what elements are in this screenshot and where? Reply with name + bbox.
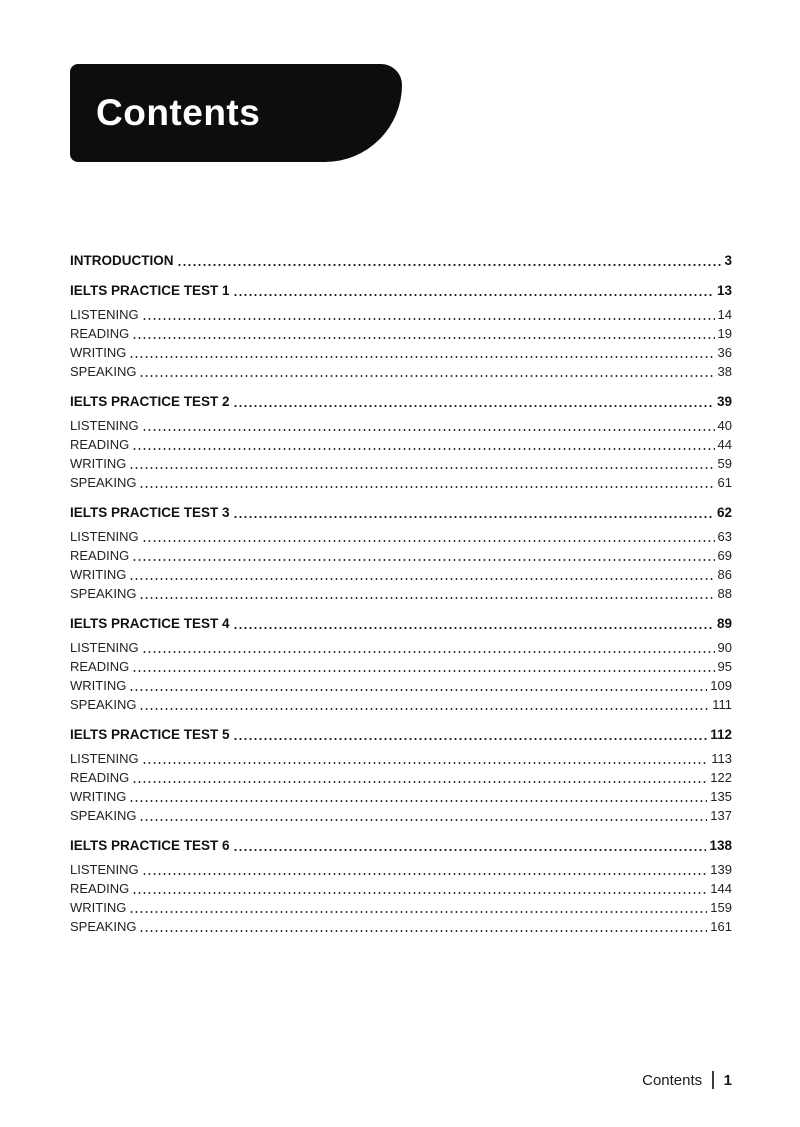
toc bbox=[70, 240, 732, 936]
page-footer bbox=[642, 1071, 732, 1089]
toc-item-page-number: 137 bbox=[710, 808, 732, 823]
toc-section-label: IELTS PRACTICE TEST 1 bbox=[70, 283, 230, 298]
toc-item-row bbox=[70, 305, 732, 324]
toc-section-row bbox=[70, 836, 732, 855]
toc-section-row bbox=[70, 281, 732, 300]
toc-item-row bbox=[70, 362, 732, 381]
dot-leader bbox=[129, 903, 707, 917]
toc-item-page-number: 44 bbox=[717, 437, 732, 452]
toc-item-label: WRITING bbox=[70, 567, 127, 582]
dot-leader bbox=[142, 421, 715, 435]
toc-section-page-number: 3 bbox=[724, 253, 732, 268]
toc-item-label: WRITING bbox=[70, 678, 127, 693]
toc-section-row bbox=[70, 251, 732, 270]
dot-leader bbox=[132, 773, 707, 787]
toc-item-page-number: 86 bbox=[717, 567, 732, 582]
dot-leader bbox=[129, 681, 707, 695]
toc-item-page-number: 161 bbox=[710, 919, 732, 934]
toc-item-row bbox=[70, 806, 732, 825]
toc-item-label: READING bbox=[70, 326, 130, 341]
dot-leader bbox=[233, 619, 714, 633]
toc-item-label: READING bbox=[70, 659, 130, 674]
toc-item-page-number: 69 bbox=[717, 548, 732, 563]
dot-leader bbox=[233, 397, 714, 411]
toc-item-row bbox=[70, 695, 732, 714]
dot-leader bbox=[132, 662, 714, 676]
toc-item-label: READING bbox=[70, 770, 130, 785]
toc-section-page-number: 62 bbox=[716, 505, 732, 520]
dot-leader bbox=[139, 700, 709, 714]
dot-leader bbox=[129, 459, 714, 473]
toc-section-row bbox=[70, 392, 732, 411]
dot-leader bbox=[139, 811, 707, 825]
toc-item-page-number: 144 bbox=[710, 881, 732, 896]
toc-item-label: LISTENING bbox=[70, 862, 139, 877]
toc-item-row bbox=[70, 565, 732, 584]
toc-item-row bbox=[70, 860, 732, 879]
toc-section-label: IELTS PRACTICE TEST 4 bbox=[70, 616, 230, 631]
toc-item-page-number: 95 bbox=[717, 659, 732, 674]
dot-leader bbox=[142, 643, 715, 657]
toc-item-label: LISTENING bbox=[70, 751, 139, 766]
toc-section-row bbox=[70, 725, 732, 744]
toc-item-row bbox=[70, 416, 732, 435]
toc-item-page-number: 61 bbox=[717, 475, 732, 490]
dot-leader bbox=[132, 440, 714, 454]
toc-item-row bbox=[70, 584, 732, 603]
toc-item-label: READING bbox=[70, 548, 130, 563]
toc-section-page-number: 112 bbox=[710, 727, 732, 742]
toc-section-page-number: 13 bbox=[716, 283, 732, 298]
toc-item-page-number: 38 bbox=[717, 364, 732, 379]
dot-leader bbox=[139, 922, 707, 936]
toc-section-page-number: 138 bbox=[709, 838, 732, 853]
dot-leader bbox=[233, 286, 714, 300]
toc-item-label: LISTENING bbox=[70, 529, 139, 544]
dot-leader bbox=[142, 532, 715, 546]
toc-item-label: LISTENING bbox=[70, 640, 139, 655]
toc-item-page-number: 139 bbox=[710, 862, 732, 877]
dot-leader bbox=[142, 310, 715, 324]
toc-item-page-number: 90 bbox=[717, 640, 732, 655]
toc-item-page-number: 113 bbox=[711, 751, 732, 766]
contents-banner bbox=[70, 64, 402, 162]
dot-leader bbox=[139, 367, 714, 381]
toc-item-row bbox=[70, 657, 732, 676]
dot-leader bbox=[142, 754, 709, 768]
dot-leader bbox=[139, 478, 714, 492]
dot-leader bbox=[129, 348, 714, 362]
toc-item-row bbox=[70, 435, 732, 454]
toc-item-page-number: 88 bbox=[717, 586, 732, 601]
toc-item-row bbox=[70, 676, 732, 695]
dot-leader bbox=[132, 329, 714, 343]
toc-item-page-number: 63 bbox=[717, 529, 732, 544]
dot-leader bbox=[177, 256, 722, 270]
dot-leader bbox=[233, 841, 707, 855]
toc-item-row bbox=[70, 898, 732, 917]
toc-section-label: IELTS PRACTICE TEST 2 bbox=[70, 394, 230, 409]
toc-item-row bbox=[70, 527, 732, 546]
toc-section-label: IELTS PRACTICE TEST 5 bbox=[70, 727, 230, 742]
toc-item-row bbox=[70, 638, 732, 657]
toc-item-row bbox=[70, 749, 732, 768]
toc-item-label: SPEAKING bbox=[70, 364, 137, 379]
dot-leader bbox=[132, 884, 707, 898]
toc-item-row bbox=[70, 787, 732, 806]
toc-item-row bbox=[70, 343, 732, 362]
toc-item-label: SPEAKING bbox=[70, 919, 137, 934]
toc-item-label: WRITING bbox=[70, 456, 127, 471]
toc-item-page-number: 159 bbox=[710, 900, 732, 915]
dot-leader bbox=[129, 792, 707, 806]
toc-item-page-number: 135 bbox=[710, 789, 732, 804]
toc-section-label: IELTS PRACTICE TEST 3 bbox=[70, 505, 230, 520]
dot-leader bbox=[132, 551, 714, 565]
toc-item-page-number: 122 bbox=[710, 770, 732, 785]
toc-item-label: READING bbox=[70, 881, 130, 896]
toc-item-label: SPEAKING bbox=[70, 475, 137, 490]
toc-item-row bbox=[70, 879, 732, 898]
toc-item-label: WRITING bbox=[70, 789, 127, 804]
toc-item-page-number: 109 bbox=[710, 678, 732, 693]
toc-item-row bbox=[70, 768, 732, 787]
page-title: Contents bbox=[96, 92, 261, 133]
toc-item-page-number: 40 bbox=[717, 418, 732, 433]
dot-leader bbox=[142, 865, 708, 879]
toc-section-row bbox=[70, 503, 732, 522]
dot-leader bbox=[129, 570, 714, 584]
toc-item-row bbox=[70, 917, 732, 936]
footer-page-number: 1 bbox=[723, 1071, 732, 1089]
toc-item-row bbox=[70, 324, 732, 343]
toc-item-label: READING bbox=[70, 437, 130, 452]
toc-section-label: INTRODUCTION bbox=[70, 253, 174, 268]
dot-leader bbox=[139, 589, 714, 603]
toc-section-page-number: 39 bbox=[716, 394, 732, 409]
toc-item-label: WRITING bbox=[70, 345, 127, 360]
toc-section-page-number: 89 bbox=[716, 616, 732, 631]
toc-item-row bbox=[70, 454, 732, 473]
toc-section-row bbox=[70, 614, 732, 633]
footer-section-label: Contents bbox=[642, 1071, 703, 1089]
toc-section-label: IELTS PRACTICE TEST 6 bbox=[70, 838, 230, 853]
toc-item-label: SPEAKING bbox=[70, 697, 137, 712]
footer-divider bbox=[712, 1071, 714, 1089]
toc-item-row bbox=[70, 473, 732, 492]
toc-item-label: LISTENING bbox=[70, 307, 139, 322]
toc-item-label: WRITING bbox=[70, 900, 127, 915]
toc-item-page-number: 36 bbox=[717, 345, 732, 360]
toc-item-row bbox=[70, 546, 732, 565]
dot-leader bbox=[233, 508, 714, 522]
toc-item-page-number: 111 bbox=[712, 697, 732, 712]
toc-item-page-number: 19 bbox=[717, 326, 732, 341]
toc-item-label: SPEAKING bbox=[70, 808, 137, 823]
toc-item-page-number: 14 bbox=[717, 307, 732, 322]
toc-item-page-number: 59 bbox=[717, 456, 732, 471]
dot-leader bbox=[233, 730, 708, 744]
toc-item-label: LISTENING bbox=[70, 418, 139, 433]
toc-item-label: SPEAKING bbox=[70, 586, 137, 601]
